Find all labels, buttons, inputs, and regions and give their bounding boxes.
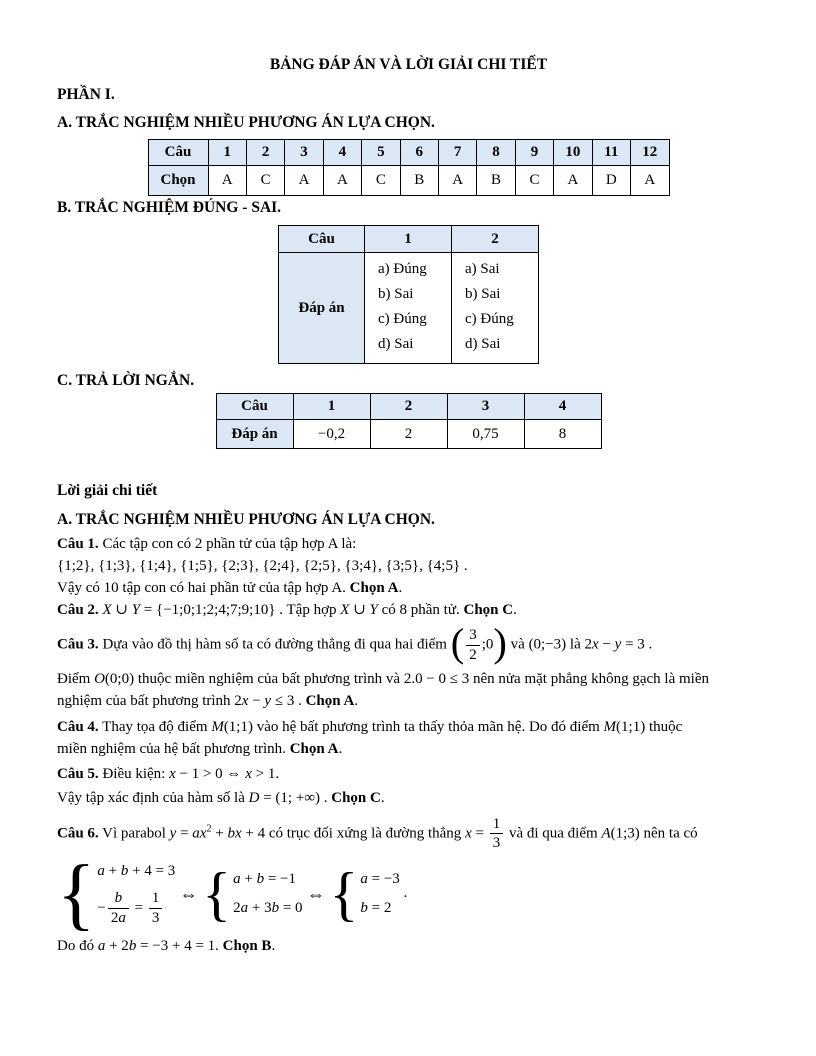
tf-answer: d) Sai [465,336,501,352]
solution-cau3-line1: Câu 3. Dựa vào đồ thị hàm số ta có đường thẳng đi qua hai điểm ( $\frac{3}{2}$ ;0) và (0;−3) là 2x − y = 3 . [57,620,653,666]
answer-cell: 8 [524,420,601,449]
row-label: Đáp án [279,253,365,364]
question-number: 7 [438,140,476,166]
short-answer-table [216,393,602,449]
question-number: 11 [592,140,630,166]
answer-cell: C [362,166,400,196]
tf-answer: c) Đúng [465,311,514,327]
solutions-heading: Lời giải chi tiết [57,482,158,499]
solution-cau6-system: { a + b + 4 = 3 − b 2 a = $\frac{1}{3}$ ⇔ { a + b = −1 2 a + 3 b = 0 ⇔ { a = −3 b = 2 . [57,849,408,938]
tf-answer: d) Sai [378,336,414,352]
solution-cau6-line3: Do đó a + 2b = −3 + 4 = 1. Chọn B. [57,937,276,954]
tf-answer: a) Sai [465,261,500,277]
solutions-section-a-heading: A. TRẮC NGHIỆM NHIỀU PHƯƠNG ÁN LỰA CHỌN. [57,511,435,528]
section-a-heading: A. TRẮC NGHIỆM NHIỀU PHƯƠNG ÁN LỰA CHỌN. [57,114,435,131]
question-number: 2 [452,226,539,253]
solution-cau5-line2: Vậy tập xác định của hàm số là D = (1; +∞) . Chọn C. [57,789,385,806]
table-answer-row [279,253,539,364]
solution-cau4-line2: miền nghiệm của hệ bất phương trình. Chọn A. [57,740,343,757]
solution-cau1-line3: Vậy có 10 tập con có hai phần tử của tập hợp A. Chọn A. [57,580,403,596]
answer-cell: A [208,166,246,196]
table-header-row [279,226,539,253]
question-number: 2 [370,394,447,420]
true-false-answer-table [278,225,539,364]
answer-cell: A [630,166,669,196]
question-number: 9 [515,140,553,166]
row-label: Đáp án [216,420,293,449]
table-answer-row [148,166,669,196]
answer-cell-q2 [452,253,539,364]
question-number: 1 [365,226,452,253]
answer-cell: B [400,166,438,196]
solution-cau4-line1: Câu 4. Thay tọa độ điểm M(1;1) vào hệ bất phương trình ta thấy thỏa mãn hệ. Do đó điểm M(1;1) thuộc [57,718,683,735]
answer-cell: D [592,166,630,196]
tf-answer: c) Đúng [378,311,427,327]
solutions-section [57,482,760,957]
answer-cell: A [285,166,323,196]
question-number: 5 [362,140,400,166]
question-number: 1 [293,394,370,420]
solution-cau1-line2: {1;2}, {1;3}, {1;4}, {1;5}, {2;3}, {2;4}, {2;5}, {3;4}, {3;5}, {4;5} . [57,558,468,574]
question-number: 3 [285,140,323,166]
question-number: 1 [208,140,246,166]
answer-cell: A [554,166,592,196]
question-number: 2 [246,140,284,166]
tf-answer: a) Đúng [378,261,427,277]
solution-cau6-line1: Câu 6. Vì parabol $y = ax^2$ + bx + 4 có trục đối xứng là đường thẳng x = $\frac{1}{3}$ và đi qua điểm A(1;3) nên ta có [57,815,698,852]
question-number: 3 [447,394,524,420]
question-number: 10 [554,140,592,166]
answer-cell: 2 [370,420,447,449]
part-1-label: PHẦN I. [57,86,115,103]
section-b-heading: B. TRẮC NGHIỆM ĐÚNG - SAI. [57,199,282,216]
page-title: BẢNG ĐÁP ÁN VÀ LỜI GIẢI CHI TIẾT [269,56,548,73]
question-number: 8 [477,140,515,166]
question-number: 6 [400,140,438,166]
table-answer-row [216,420,601,449]
question-number: 12 [630,140,669,166]
solution-cau5-line1: Câu 5. Điều kiện: x − 1 > 0 ⇔ x > 1. [57,765,280,782]
table-corner-label: Câu [216,394,293,420]
answer-cell: −0,2 [293,420,370,449]
question-number: 4 [323,140,361,166]
table-header-row [148,140,669,166]
solution-cau2-line1: Câu 2. X ∪ Y = {−1;0;1;2;4;7;9;10} . Tập hợp X ∪ Y có 8 phần tử. Chọn C. [57,602,517,618]
answer-cell: B [477,166,515,196]
answer-cell-q1 [365,253,452,364]
section-c-heading: C. TRẢ LỜI NGẮN. [57,372,195,389]
table-corner-label: Câu [279,226,365,253]
answer-cell: C [246,166,284,196]
multiple-choice-answer-table [148,139,670,196]
answer-cell: C [515,166,553,196]
table-header-row [216,394,601,420]
tf-answer: b) Sai [378,286,414,302]
tf-answer: b) Sai [465,286,501,302]
question-number: 4 [524,394,601,420]
answer-cell: 0,75 [447,420,524,449]
row-label: Chọn [148,166,208,196]
solution-cau3-line3: nghiệm của bất phương trình 2x − y ≤ 3 . Chọn A. [57,692,359,709]
answer-cell: A [323,166,361,196]
solution-cau3-line2: Điểm O(0;0) thuộc miền nghiệm của bất phương trình và 2.0 − 0 ≤ 3 nên nửa mặt phẳng không gạch là miền [57,670,710,687]
solution-cau1-line1: Câu 1. Các tập con có 2 phần tử của tập hợp A là: [57,536,357,552]
table-corner-label: Câu [148,140,208,166]
answer-cell: A [438,166,476,196]
